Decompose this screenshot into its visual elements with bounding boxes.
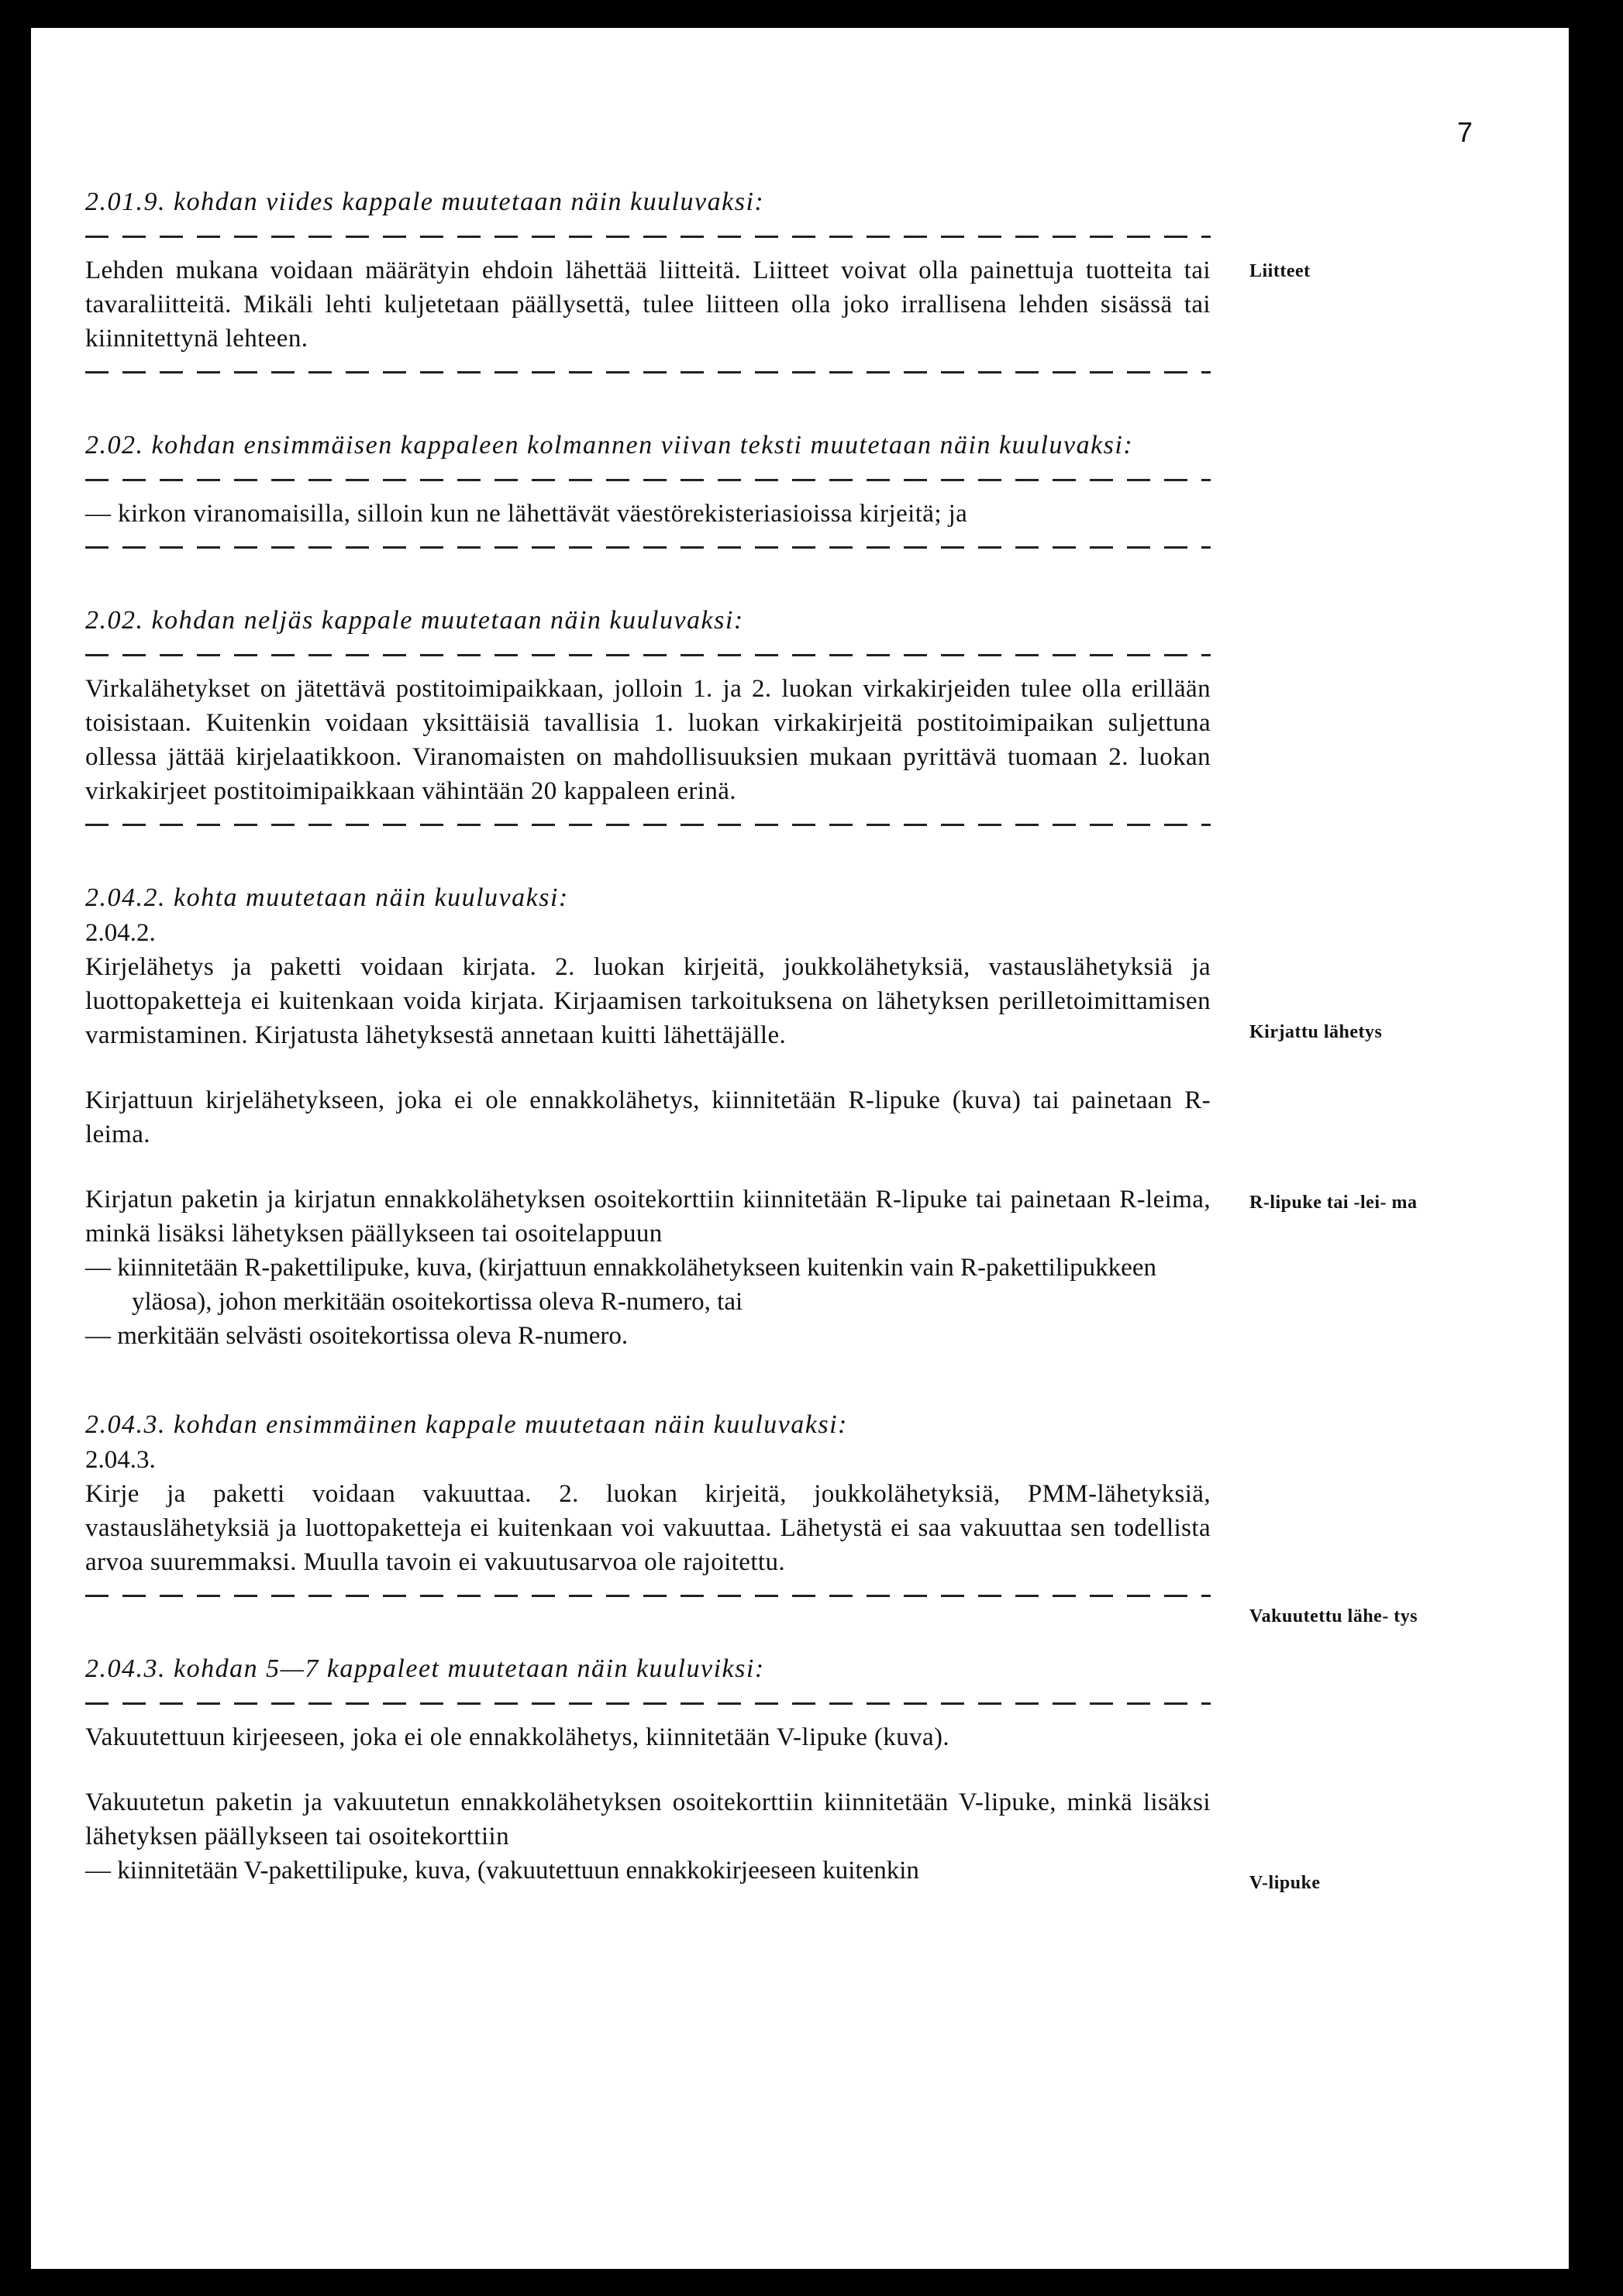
section-paragraph: Vakuutetun paketin ja vakuutetun ennakkolähetyksen osoitekorttiin kiinnitetään V-lipuke, minkä lisäksi lähetyksen päällykseen tai osoitekorttiin [85, 1788, 1211, 1850]
section-heading: 2.04.3. kohdan ensimmäinen kappale muutetaan näin kuuluvaksi: [85, 1410, 848, 1439]
section-paragraph: Kirjelähetys ja paketti voidaan kirjata. 2. luokan kirjeitä, joukkolähetyksiä, vastauslähetyksiä ja luottopaketteja ei kuitenkaan voida kirjata. Kirjaamisen tarkoituksena on lähetyksen perilletoimittamisen varmistaminen. Kirjatusta lähetyksestä annetaan kuitti lähettäjälle. [85, 953, 1211, 1049]
section-heading: 2.04.2. kohta muutetaan näin kuuluvaksi: [85, 883, 569, 912]
section-paragraph: Vakuutettuun kirjeeseen, joka ei ole ennakkolähetys, kiinnitetään V-lipuke (kuva). [85, 1723, 950, 1751]
scan-edge-bar [1569, 22, 1589, 2269]
dashed-divider [85, 479, 1211, 481]
dashed-divider [85, 1702, 1211, 1705]
dashed-divider [85, 654, 1211, 656]
section-line: — kirkon viranomaisilla, silloin kun ne lähettävät väestörekisteriasioissa kirjeitä; ja [85, 500, 968, 528]
section-heading: 2.04.3. kohdan 5—7 kappaleet muutetaan näin kuuluviksi: [85, 1654, 765, 1683]
dashed-divider [85, 546, 1211, 549]
dashed-divider [85, 1595, 1211, 1597]
dashed-divider [85, 824, 1211, 826]
section-2-04-3-a [85, 1407, 1211, 1597]
section-2-04-3-b [85, 1651, 1211, 1888]
dashed-divider [85, 236, 1211, 238]
dashed-divider [85, 371, 1211, 373]
section-paragraph: Kirje ja paketti voidaan vakuuttaa. 2. luokan kirjeitä, joukkolähetyksiä, PMM-lähetyksiä, vastauslähetyksiä ja luottopaketteja ei kuitenkaan voi vakuuttaa. Lähetystä ei saa vakuuttaa sen todellista arvoa suuremmaksi. Muulla tavoin ei vakuutusarvoa ole rajoitettu. [85, 1480, 1211, 1576]
list-item: — kiinnitetään R-pakettilipuke, kuva, (kirjattuun ennakkolähetykseen kuitenkin vain R-pakettilipukkeen yläosa), johon merkitään osoitekortissa oleva R-numero, tai [85, 1254, 1156, 1316]
section-2-04-2 [85, 880, 1211, 1353]
section-paragraph: Kirjattuun kirjelähetykseen, joka ei ole ennakkolähetys, kiinnitetään R-lipuke (kuva) tai painetaan R-leima. [85, 1086, 1211, 1148]
section-2-01-9 [85, 184, 1211, 373]
section-paragraph: Lehden mukana voidaan määrätyin ehdoin lähettää liitteitä. Liitteet voivat olla painettuja tuotteita tai tavaraliitteitä. Mikäli lehti kuljetetaan päällysettä, tulee liitteen olla joko irrallisena lehden sisässä tai kiinnitettynä lehteen. [85, 256, 1211, 353]
document-body [85, 184, 1211, 1911]
margin-note-liitteet: Liitteet [1249, 261, 1311, 281]
section-heading: 2.02. kohdan neljäs kappale muutetaan näin kuuluvaksi: [85, 606, 744, 635]
section-heading: 2.02. kohdan ensimmäisen kappaleen kolmannen viivan teksti muutetaan näin kuuluvaksi: [85, 431, 1134, 460]
section-2-02-b [85, 603, 1211, 826]
page-number: 7 [1457, 116, 1473, 148]
list-item: — merkitään selvästi osoitekortissa oleva R-numero. [85, 1322, 629, 1350]
margin-note-r-lipuke: R-lipuke tai -lei- ma [1249, 1193, 1418, 1213]
section-2-02-a [85, 428, 1211, 549]
section-heading: 2.01.9. kohdan viides kappale muutetaan näin kuuluvaksi: [85, 188, 765, 216]
section-number: 2.04.3. [85, 1446, 156, 1474]
margin-note-v-lipuke: V-lipuke [1249, 1873, 1321, 1893]
section-number: 2.04.2. [85, 919, 156, 947]
list-item: — kiinnitetään V-pakettilipuke, kuva, (vakuutettuun ennakkokirjeeseen kuitenkin [85, 1857, 919, 1885]
section-paragraph: Virkalähetykset on jätettävä postitoimipaikkaan, jolloin 1. ja 2. luokan virkakirjeiden tulee olla erillään toisistaan. Kuitenkin voidaan yksittäisiä tavallisia 1. luokan virkakirjeitä postitoimipaikan suljettuna ollessa jättää kirjelaatikkoon. Viranomaisten on mahdollisuuksien mukaan pyrittävä tuomaan 2. luokan virkakirjeet postitoimipaikkaan vähintään 20 kappaleen erinä. [85, 675, 1211, 805]
margin-note-vakuutettu: Vakuutettu lähe- tys [1249, 1606, 1418, 1626]
section-paragraph: Kirjatun paketin ja kirjatun ennakkolähetyksen osoitekorttiin kiinnitetään R-lipuke tai painetaan R-leima, minkä lisäksi lähetyksen päällykseen tai osoitelappuun [85, 1186, 1211, 1248]
margin-note-kirjattu: Kirjattu lähetys [1249, 1022, 1383, 1042]
